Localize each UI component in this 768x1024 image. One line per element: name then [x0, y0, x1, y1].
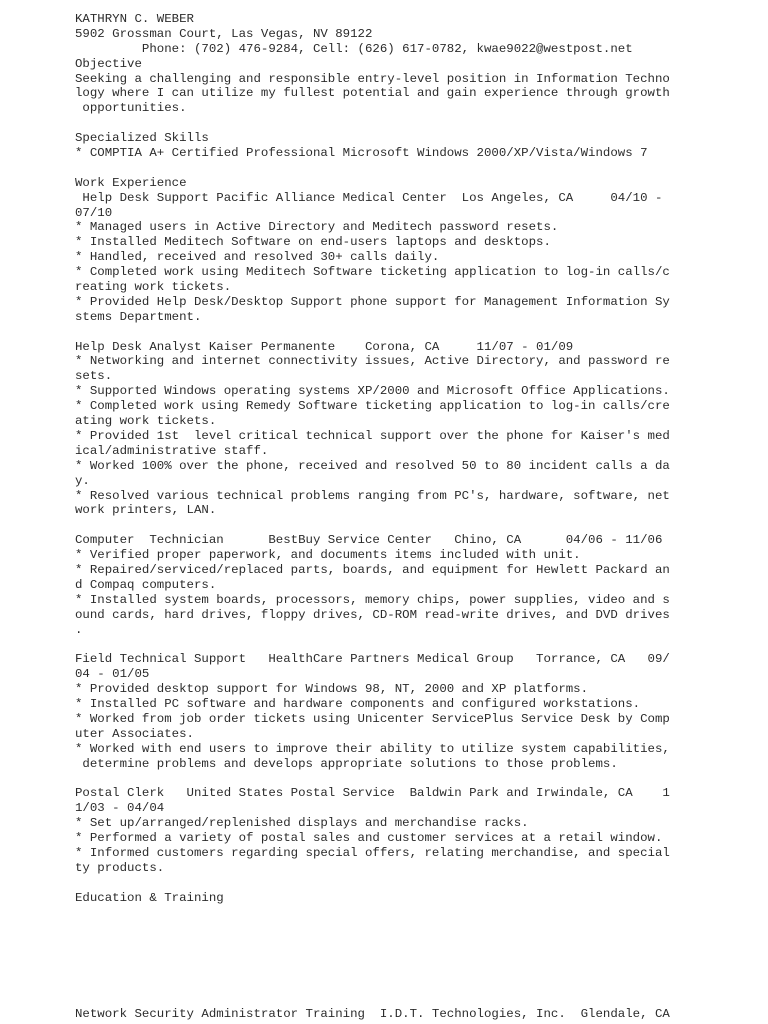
job-bullet: reating work tickets.	[75, 280, 232, 295]
job-entry	[75, 340, 735, 519]
work-experience-heading: Work Experience	[75, 175, 187, 190]
job-bullet: * Installed PC software and hardware components and configured workstations.	[75, 696, 641, 711]
job-entry	[75, 533, 735, 637]
job-bullet: determine problems and develops appropriate solutions to those problems.	[75, 756, 618, 771]
candidate-address: 5902 Grossman Court, Las Vegas, NV 89122	[75, 26, 373, 41]
blank-line	[75, 325, 735, 340]
job-bullet: .	[75, 622, 83, 637]
objective-section	[75, 57, 735, 117]
job-bullet: * Supported Windows operating systems XP/2000 and Microsoft Office Applications.	[75, 384, 670, 399]
job-title-line: Postal Clerk United States Postal Service Baldwin Park and Irwindale, CA 1	[75, 786, 670, 801]
job-bullet: work printers, LAN.	[75, 503, 217, 518]
objective-line: opportunities.	[75, 101, 187, 116]
job-bullet: uter Associates.	[75, 726, 194, 741]
job-title-line: Help Desk Analyst Kaiser Permanente Corona, CA 11/07 - 01/09	[75, 339, 574, 354]
blank-line	[75, 161, 735, 176]
job-bullet: * Worked from job order tickets using Unicenter ServicePlus Service Desk by Comp	[75, 711, 670, 726]
job-bullet: d Compaq computers.	[75, 577, 217, 592]
job-bullet: * Performed a variety of postal sales and customer services at a retail window.	[75, 830, 663, 845]
job-title-line: 04 - 01/05	[75, 667, 150, 682]
job-bullet: * Installed system boards, processors, memory chips, power supplies, video and s	[75, 592, 670, 607]
blank-line	[75, 116, 735, 131]
blank-line	[75, 637, 735, 652]
job-bullet: * Provided desktop support for Windows 98, NT, 2000 and XP platforms.	[75, 682, 589, 697]
job-bullet: * Resolved various technical problems ranging from PC's, hardware, software, net	[75, 488, 670, 503]
job-bullet: * Repaired/serviced/replaced parts, boards, and equipment for Hewlett Packard an	[75, 562, 670, 577]
job-title-line: 07/10	[75, 205, 113, 220]
objective-heading: Objective	[75, 56, 142, 71]
skills-heading: Specialized Skills	[75, 131, 209, 146]
job-bullet: ty products.	[75, 860, 165, 875]
job-bullet: sets.	[75, 369, 113, 384]
job-bullet: * Managed users in Active Directory and Meditech password resets.	[75, 220, 559, 235]
job-bullet: y.	[75, 473, 90, 488]
job-bullet: * Provided Help Desk/Desktop Support phone support for Management Information Sy	[75, 294, 670, 309]
job-bullet: ound cards, hard drives, floppy drives, CD-ROM read-write drives, and DVD drives	[75, 607, 670, 622]
education-heading: Education & Training	[75, 890, 224, 905]
job-title-line: Field Technical Support HealthCare Partners Medical Group Torrance, CA 09/	[75, 652, 670, 667]
job-entry	[75, 786, 735, 875]
job-bullet: * Installed Meditech Software on end-users laptops and desktops.	[75, 235, 551, 250]
job-entry	[75, 191, 735, 325]
job-bullet: * Networking and internet connectivity issues, Active Directory, and password re	[75, 354, 670, 369]
job-title-line: Computer Technician BestBuy Service Center Chino, CA 04/06 - 11/06	[75, 533, 663, 548]
job-bullet: * Handled, received and resolved 30+ calls daily.	[75, 250, 440, 265]
blank-line	[75, 518, 735, 533]
work-experience-section	[75, 176, 735, 876]
education-section	[75, 891, 735, 906]
blank-line	[75, 876, 735, 891]
job-title-line: 1/03 - 04/04	[75, 801, 165, 816]
resume-text	[75, 12, 735, 905]
job-bullet: ating work tickets.	[75, 414, 217, 429]
job-bullet: ical/administrative staff.	[75, 443, 269, 458]
job-bullet: * Completed work using Remedy Software ticketing application to log-in calls/cre	[75, 399, 670, 414]
job-bullet: * Informed customers regarding special offers, relating merchandise, and special	[75, 845, 670, 860]
job-entry	[75, 652, 735, 771]
blank-line	[75, 771, 735, 786]
candidate-name: KATHRYN C. WEBER	[75, 12, 194, 26]
job-bullet: * Provided 1st level critical technical support over the phone for Kaiser's med	[75, 428, 670, 443]
job-bullet: * Set up/arranged/replenished displays and merchandise racks.	[75, 816, 529, 831]
job-bullet: stems Department.	[75, 309, 202, 324]
resume-header	[75, 12, 735, 57]
education-entry: Network Security Administrator Training I.D.T. Technologies, Inc. Glendale, CA	[75, 1007, 670, 1021]
job-title-line: Help Desk Support Pacific Alliance Medical Center Los Angeles, CA 04/10 -	[75, 190, 663, 205]
objective-line: Seeking a challenging and responsible entry-level position in Information Techno	[75, 71, 670, 86]
job-bullet: * Verified proper paperwork, and documents items included with unit.	[75, 548, 581, 563]
job-bullet: * Completed work using Meditech Software ticketing application to log-in calls/c	[75, 265, 670, 280]
objective-line: logy where I can utilize my fullest potential and gain experience through growth	[75, 86, 670, 101]
job-bullet: * Worked 100% over the phone, received and resolved 50 to 80 incident calls a da	[75, 458, 670, 473]
skills-section	[75, 131, 735, 161]
candidate-contact: Phone: (702) 476-9284, Cell: (626) 617-0782, kwae9022@westpost.net	[75, 41, 633, 56]
job-bullet: * Worked with end users to improve their ability to utilize system capabilities,	[75, 741, 670, 756]
skills-line: * COMPTIA A+ Certified Professional Microsoft Windows 2000/XP/Vista/Windows 7	[75, 146, 648, 161]
